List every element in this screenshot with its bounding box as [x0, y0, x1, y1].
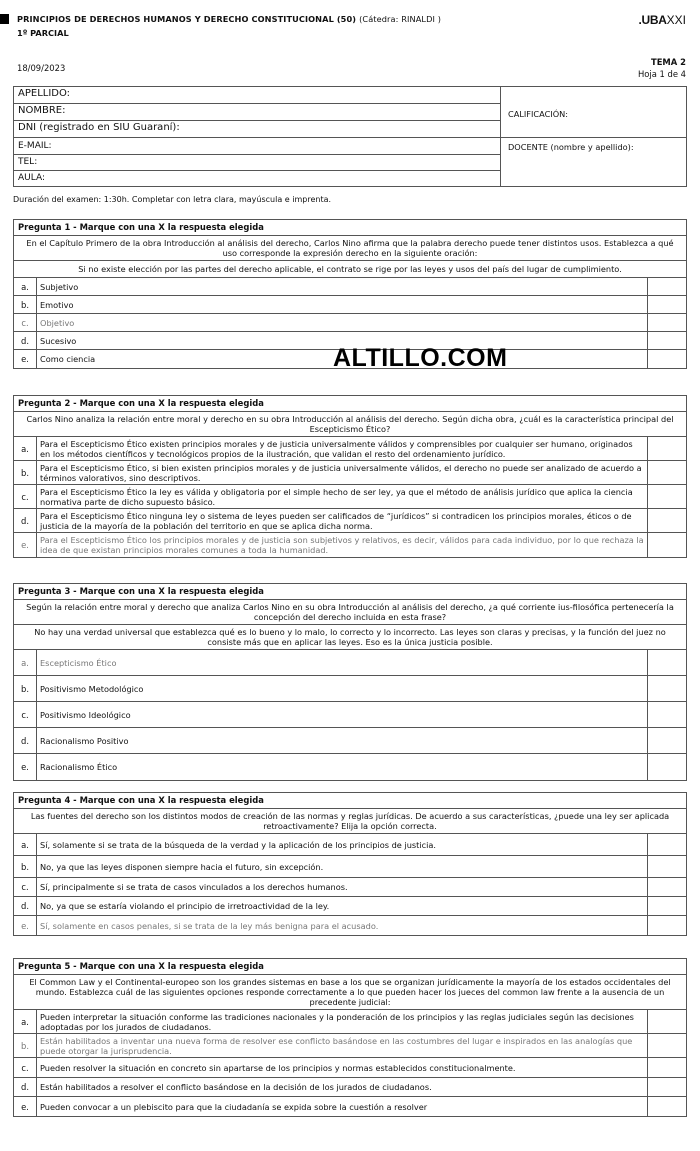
uba-logo [639, 13, 686, 27]
nombre-field[interactable]: NOMBRE: [14, 104, 500, 121]
option-letter: e. [14, 754, 37, 780]
question-title: Pregunta 1 - Marque con una X la respuesta elegida [14, 220, 686, 236]
option-letter: c. [14, 878, 37, 896]
course-name: PRINCIPIOS DE DERECHOS HUMANOS Y DERECHO CONSTITUCIONAL (50) [17, 14, 357, 24]
student-info-table [13, 86, 687, 187]
answer-box[interactable] [648, 1058, 686, 1077]
option-text: Están habilitados a inventar una nueva forma de resolver ese conflicto basándose en las costumbres del lugar e inspirados en las analogías que puede otorgar la jurisprudencia. [37, 1034, 648, 1057]
option-text: Racionalismo Ético [37, 754, 648, 780]
option-text: Pueden convocar a un plebiscito para que la ciudadanía se expida sobre la cuestión a resolver [37, 1097, 648, 1116]
option-text: Objetivo [37, 314, 648, 331]
option-text: Racionalismo Positivo [37, 728, 648, 753]
option-text: No, ya que se estaría violando el principio de irretroactividad de la ley. [37, 897, 648, 915]
option-a[interactable] [14, 1010, 686, 1034]
option-letter: a. [14, 650, 37, 675]
option-letter: e. [14, 1097, 37, 1116]
option-b[interactable] [14, 1034, 686, 1058]
option-text: Sí, solamente si se trata de la búsqueda de la verdad y la aplicación de los principios de justicia. [37, 834, 648, 855]
question-title: Pregunta 4 - Marque con una X la respuesta elegida [14, 793, 686, 809]
option-e[interactable] [14, 754, 686, 780]
option-b[interactable] [14, 856, 686, 878]
option-text: Para el Escepticismo Ético los principios morales y de justicia son subjetivos y relativos, es decir, válidos para cada individuo, por lo que rechaza la idea de que existan principios morales comunes a toda la humanidad. [37, 533, 648, 557]
option-e[interactable] [14, 916, 686, 935]
question-stem: Según la relación entre moral y derecho que analiza Carlos Nino en su obra Introducción al análisis del derecho, ¿a qué corriente ius-filosófica pertenecería la concepción del derecho incluida en esta frase? [14, 600, 686, 625]
logo-uba: .UBA [638, 13, 667, 27]
option-a[interactable] [14, 437, 686, 461]
option-letter: d. [14, 728, 37, 753]
docente-label: DOCENTE (nombre y apellido): [508, 142, 634, 152]
answer-box[interactable] [648, 461, 686, 484]
answer-box[interactable] [648, 754, 686, 780]
option-e[interactable] [14, 533, 686, 557]
option-text: Están habilitados a resolver el conflicto basándose en la decisión de los jurados de ciudadanos. [37, 1078, 648, 1096]
option-letter: a. [14, 1010, 37, 1033]
answer-box[interactable] [648, 296, 686, 313]
answer-box[interactable] [648, 897, 686, 915]
answer-box[interactable] [648, 314, 686, 331]
watermark: ALTILLO.COM [333, 344, 508, 372]
option-text: Para el Escepticismo Ético existen principios morales y de justicia universalmente válidos y comprensibles por cualquier ser humano, originados en los métodos científicos y tecnológicos propios de la ilustración, que validan el resto del ordenamiento jurídico. [37, 437, 648, 460]
answer-box[interactable] [648, 509, 686, 532]
option-letter: b. [14, 461, 37, 484]
option-text: Emotivo [37, 296, 648, 313]
exam-title [17, 14, 441, 24]
question-2 [13, 395, 687, 558]
option-text: Positivismo Metodológico [37, 676, 648, 701]
option-c[interactable] [14, 878, 686, 897]
option-letter: d. [14, 897, 37, 915]
option-text: Sí, solamente en casos penales, si se trata de la ley más benigna para el acusado. [37, 916, 648, 935]
exam-duration: Duración del examen: 1:30h. Completar con letra clara, mayúscula e imprenta. [13, 195, 332, 204]
question-4 [13, 792, 687, 936]
option-b[interactable] [14, 676, 686, 702]
tema-label: TEMA 2 [651, 57, 686, 67]
option-letter: e. [14, 533, 37, 557]
option-letter: a. [14, 437, 37, 460]
dni-field[interactable]: DNI (registrado en SIU Guaraní): [14, 121, 500, 138]
answer-box[interactable] [648, 533, 686, 557]
option-letter: b. [14, 296, 37, 313]
option-b[interactable] [14, 461, 686, 485]
option-letter: d. [14, 1078, 37, 1096]
answer-box[interactable] [648, 676, 686, 701]
option-text: Para el Escepticismo Ético ninguna ley o sistema de leyes pueden ser calificados de “jurídicos” si contradicen los principios morales, éticos o de justicia de la mayoría de la población del territorio en que se aplica dicha norma. [37, 509, 648, 532]
answer-box[interactable] [648, 1010, 686, 1033]
answer-box[interactable] [648, 728, 686, 753]
option-text: Positivismo Ideológico [37, 702, 648, 727]
option-letter: c. [14, 314, 37, 331]
question-5 [13, 958, 687, 1117]
answer-box[interactable] [648, 856, 686, 877]
exam-date: 18/09/2023 [17, 63, 66, 73]
option-letter: a. [14, 834, 37, 855]
option-d[interactable] [14, 897, 686, 916]
option-text: Subjetivo [37, 278, 648, 295]
catedra: (Cátedra: RINALDI ) [359, 14, 442, 24]
option-letter: a. [14, 278, 37, 295]
option-letter: b. [14, 856, 37, 877]
answer-box[interactable] [648, 350, 686, 368]
option-text: Para el Escepticismo Ético la ley es válida y obligatoria por el simple hecho de ser ley, ya que el método de análisis jurídico que aplica la ciencia normativa parte de dicho supuesto básico. [37, 485, 648, 508]
grade-panel [500, 87, 686, 186]
exam-subtitle: 1º PARCIAL [17, 28, 69, 38]
answer-box[interactable] [648, 1078, 686, 1096]
answer-box[interactable] [648, 485, 686, 508]
option-text: Como ciencia [37, 350, 648, 368]
apellido-field[interactable]: APELLIDO: [14, 87, 500, 104]
option-a[interactable] [14, 650, 686, 676]
page-counter: Hoja 1 de 4 [638, 69, 686, 79]
email-field[interactable]: E-MAIL: [14, 138, 500, 155]
option-text: Sucesivo [37, 332, 648, 349]
option-e[interactable] [14, 1097, 686, 1116]
question-title: Pregunta 5 - Marque con una X la respuesta elegida [14, 959, 686, 975]
aula-field[interactable]: AULA: [18, 173, 45, 183]
option-b[interactable] [14, 296, 686, 314]
question-stem: En el Capítulo Primero de la obra Introducción al análisis del derecho, Carlos Nino afirma que la palabra derecho puede tener distintos usos. Establezca a qué uso corresponde la expresión derecho en la siguiente oración: [14, 236, 686, 261]
answer-box[interactable] [648, 332, 686, 349]
option-c[interactable] [14, 485, 686, 509]
calificacion-label: CALIFICACIÓN: [508, 109, 569, 119]
question-title: Pregunta 3 - Marque con una X la respuesta elegida [14, 584, 686, 600]
answer-box[interactable] [648, 916, 686, 935]
question-stem: Las fuentes del derecho son los distintos modos de creación de las normas y reglas jurídicas. De acuerdo a sus características, ¿puede una ley ser aplicada retroactivamente? Elija la opción correcta. [14, 809, 686, 834]
option-text: Sí, principalmente si se trata de casos vinculados a los derechos humanos. [37, 878, 648, 896]
logo-xxi: XXI [666, 13, 686, 27]
option-letter: e. [14, 916, 37, 935]
answer-box[interactable] [648, 878, 686, 896]
question-stem: El Common Law y el Continental-europeo son los grandes sistemas en base a los que se organizan jurídicamente la mayoría de los estados occidentales del mundo. Establezca cuál de las siguientes opciones responde correctamente a lo que pueden hacer los jueces del common law frente a la ausencia de un precedente judicial: [14, 975, 686, 1010]
option-d[interactable] [14, 728, 686, 754]
option-c[interactable] [14, 314, 686, 332]
grade-divider [501, 137, 686, 138]
option-text: Escepticismo Ético [37, 650, 648, 675]
option-a[interactable] [14, 834, 686, 856]
answer-box[interactable] [648, 1034, 686, 1057]
question-sentence: No hay una verdad universal que establezca qué es lo bueno y lo malo, lo correcto y lo incorrecto. Las leyes son claras y precisas, y la función del juez no consiste más que en aplicar las leyes. Eso es la única justicia posible. [14, 625, 686, 650]
option-letter: c. [14, 702, 37, 727]
question-sentence: Si no existe elección por las partes del derecho aplicable, el contrato se rige por las leyes y usos del país del lugar de cumplimiento. [14, 261, 686, 278]
answer-box[interactable] [648, 702, 686, 727]
option-text: Para el Escepticismo Ético, si bien existen principios morales y de justicia universalmente válidos, el derecho no puede ser analizado de acuerdo a términos valorativos, sino descriptivos. [37, 461, 648, 484]
option-letter: c. [14, 485, 37, 508]
question-title: Pregunta 2 - Marque con una X la respuesta elegida [14, 396, 686, 412]
answer-box[interactable] [648, 834, 686, 855]
question-3 [13, 583, 687, 781]
tel-field[interactable]: TEL: [14, 155, 500, 171]
option-d[interactable] [14, 509, 686, 533]
option-letter: b. [14, 676, 37, 701]
option-d[interactable] [14, 1078, 686, 1097]
option-letter: c. [14, 1058, 37, 1077]
header-marker [0, 14, 9, 24]
option-letter: e. [14, 350, 37, 368]
answer-box[interactable] [648, 650, 686, 675]
option-c[interactable] [14, 1058, 686, 1078]
question-stem: Carlos Nino analiza la relación entre moral y derecho en su obra Introducción al análisis del derecho. Según dicha obra, ¿cuál es la característica principal del Escepticismo Ético? [14, 412, 686, 437]
option-letter: d. [14, 509, 37, 532]
answer-box[interactable] [648, 1097, 686, 1116]
answer-box[interactable] [648, 437, 686, 460]
option-text: Pueden interpretar la situación conforme las tradiciones nacionales y la ponderación de los principios y las reglas judiciales según las decisiones adoptadas por los jurados de ciudadanos. [37, 1010, 648, 1033]
option-text: Pueden resolver la situación en concreto sin apartarse de los principios y normas establecidos constitucionalmente. [37, 1058, 648, 1077]
option-letter: b. [14, 1034, 37, 1057]
option-a[interactable] [14, 278, 686, 296]
option-c[interactable] [14, 702, 686, 728]
option-text: No, ya que las leyes disponen siempre hacia el futuro, sin excepción. [37, 856, 648, 877]
option-letter: d. [14, 332, 37, 349]
answer-box[interactable] [648, 278, 686, 295]
